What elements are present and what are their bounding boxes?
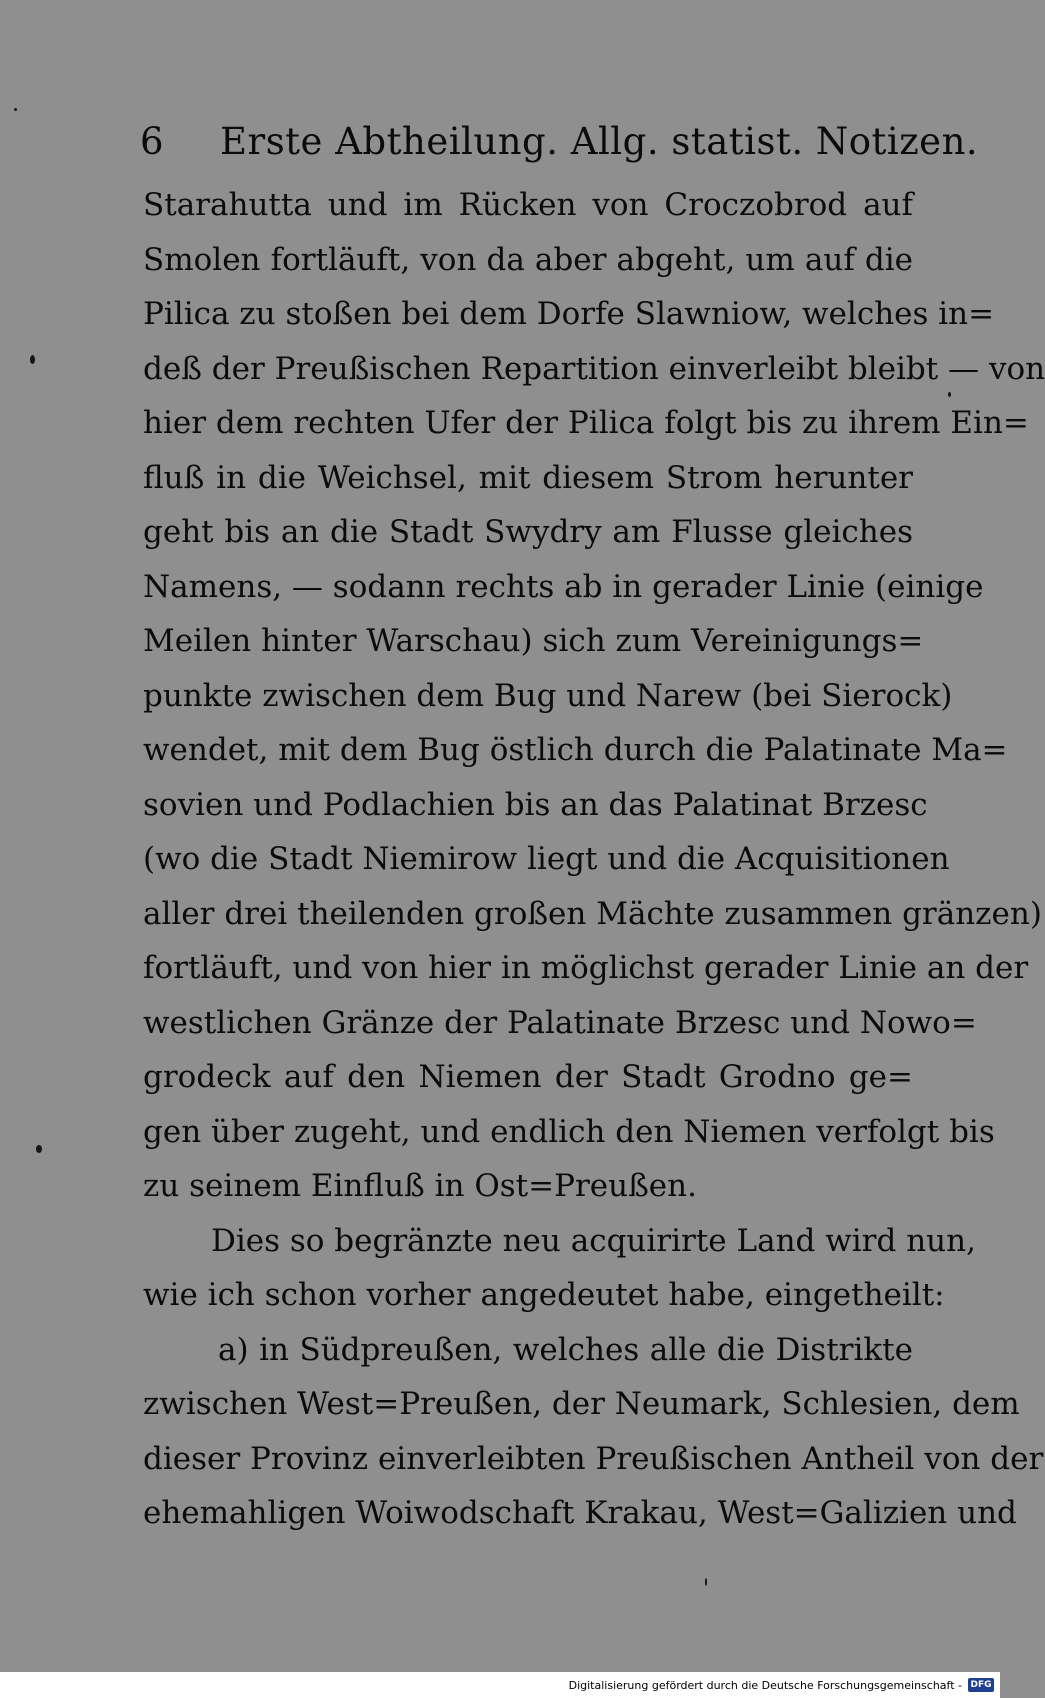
text-line: Starahutta und im Rücken von Croczobrod auf bbox=[143, 187, 913, 223]
text-line: sovien und Podlachien bis an das Palatinat Brzesc bbox=[143, 786, 928, 823]
list-item-a-line: ehemahligen Woiwodschaft Krakau, West=Galizien und bbox=[143, 1495, 1017, 1531]
text-line: fluß in die Weichsel, mit diesem Strom herunter bbox=[143, 459, 913, 496]
scan-speck bbox=[14, 108, 17, 111]
list-item-a-line: a) in Südpreußen, welches alle die Distrikte bbox=[218, 1331, 913, 1368]
text-line: grodeck auf den Niemen der Stadt Grodno ge= bbox=[143, 1059, 913, 1095]
text-line: (wo die Stadt Niemirow liegt und die Acquisitionen bbox=[143, 841, 950, 877]
scan-speck bbox=[36, 1145, 42, 1153]
scan-speck bbox=[705, 1578, 707, 1586]
digitization-credit: Digitalisierung gefördert durch die Deutsche Forschungsgemeinschaft - bbox=[568, 1678, 962, 1692]
paragraph-line: wie ich schon vorher angedeutet habe, eingetheilt: bbox=[143, 1277, 945, 1313]
text-line: Meilen hinter Warschau) sich zum Vereinigungs= bbox=[143, 623, 924, 659]
scan-speck bbox=[948, 392, 951, 397]
text-line: punkte zwischen dem Bug und Narew (bei Sierock) bbox=[143, 677, 953, 714]
text-line: zu seinem Einfluß in Ost=Preußen. bbox=[143, 1168, 697, 1204]
running-title: Erste Abtheilung. Allg. statist. Notizen. bbox=[220, 120, 979, 163]
text-line: deß der Preußischen Repartition einverleibt bleibt — von bbox=[143, 350, 1045, 387]
text-line: westlichen Gränze der Palatinate Brzesc und Nowo= bbox=[143, 1004, 977, 1041]
scan-speck bbox=[30, 355, 35, 364]
text-line: hier dem rechten Ufer der Pilica folgt bis zu ihrem Ein= bbox=[143, 405, 1029, 441]
text-line: fortläuft, und von hier in möglichst gerader Linie an der bbox=[143, 950, 1029, 986]
list-item-a-line: dieser Provinz einverleibten Preußischen Antheil von der bbox=[143, 1440, 1044, 1477]
text-line: Pilica zu stoßen bei dem Dorfe Slawniow, welches in= bbox=[143, 296, 995, 332]
dfg-logo-icon: DFG bbox=[968, 1678, 994, 1692]
list-item-a-line: zwischen West=Preußen, der Neumark, Schlesien, dem bbox=[143, 1386, 1020, 1422]
text-line: aller drei theilenden großen Mächte zusammen gränzen) bbox=[143, 895, 1042, 932]
text-line: geht bis an die Stadt Swydry am Flusse gleiches bbox=[143, 514, 913, 550]
text-line: Namens, — sodann rechts ab in gerader Linie (einige bbox=[143, 568, 984, 605]
page-header bbox=[140, 112, 979, 172]
page-number: 6 bbox=[140, 120, 164, 163]
digitization-footer bbox=[569, 1676, 994, 1694]
text-line: Smolen fortläuft, von da aber abgeht, um auf die bbox=[143, 241, 913, 278]
body-text bbox=[143, 178, 1045, 1541]
text-line: wendet, mit dem Bug östlich durch die Palatinate Ma= bbox=[143, 732, 1008, 768]
paragraph-line: Dies so begränzte neu acquirirte Land wird nun, bbox=[211, 1222, 976, 1259]
text-line: gen über zugeht, und endlich den Niemen verfolgt bis bbox=[143, 1113, 995, 1150]
